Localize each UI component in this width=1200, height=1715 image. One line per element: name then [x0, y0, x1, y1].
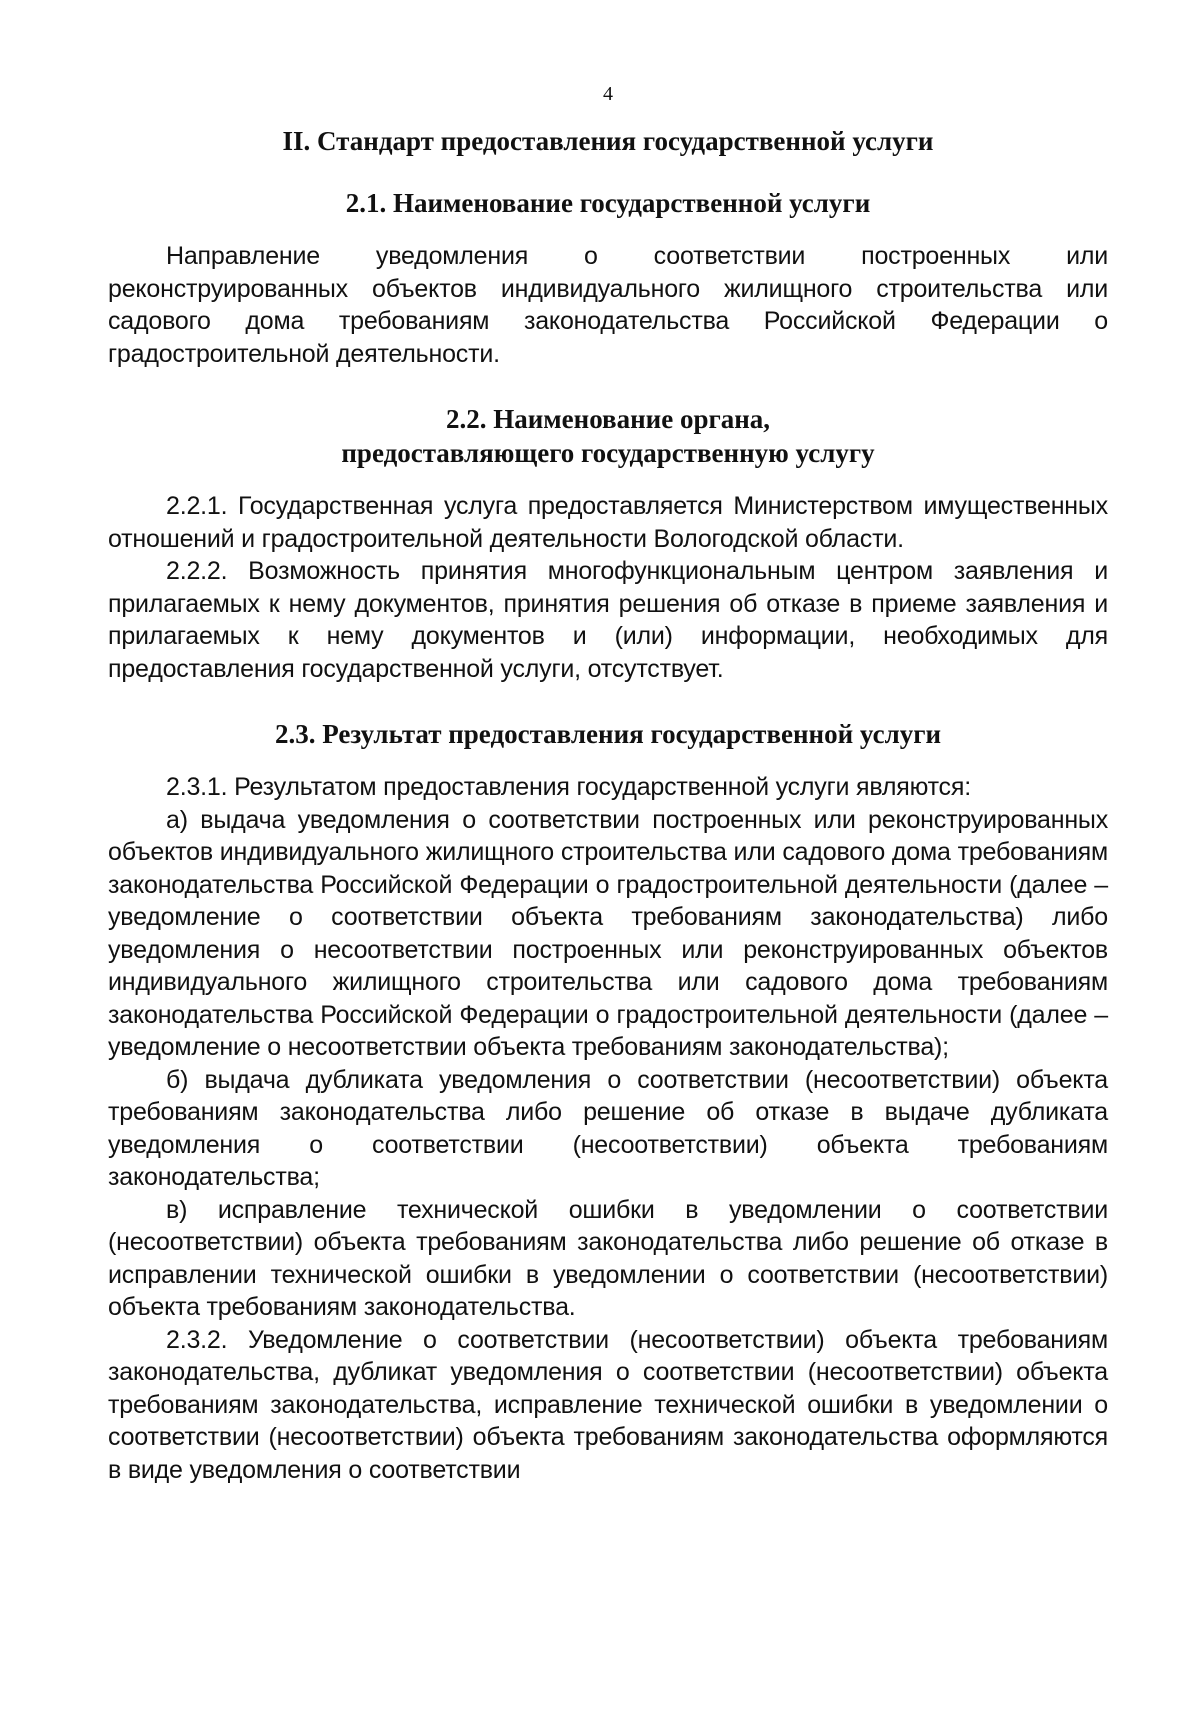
section-2-3 [108, 717, 1108, 1486]
section-2-2-heading-line1: 2.2. Наименование органа, [445, 404, 771, 434]
document-page [108, 82, 1108, 1486]
page-number: 4 [603, 83, 613, 105]
paragraph-2-3-1-v: в) исправление технической ошибки в уведомлении о соответствии (несоответствии) объекта требованиям законодательства либо решение об отказе в исправлении технической ошибки в уведомлении о соответствии (несоответствии) объекта требованиям законодательства. [108, 1195, 1108, 1321]
paragraph-2-3-2: 2.3.2. Уведомление о соответствии (несоответствии) объекта требованиям законодательства, дубликат уведомления о соответствии (несоответствии) объекта требованиям законодательства, исправление технической ошибки в уведомлении о соответствии (несоответствии) объекта требованиям законодательства оформляются в виде уведомления о соответствии [108, 1325, 1108, 1484]
paragraph-2-2-2: 2.2.2. Возможность принятия многофункциональным центром заявления и прилагаемых к нему документов, принятия решения об отказе в приеме заявления и прилагаемых к нему документов и (или) информации, необходимых для предоставления государственной услуги, отсутствует. [108, 557, 1108, 683]
paragraph-2-3-1: 2.3.1. Результатом предоставления государственной услуги являются: [166, 773, 971, 801]
section-2-2-heading [108, 402, 1108, 470]
section-2-2 [108, 402, 1108, 685]
section-title: II. Стандарт предоставления государственной услуги [282, 126, 934, 156]
paragraph-2-2-1: 2.2.1. Государственная услуга предоставляется Министерством имущественных отношений и градостроительной деятельности Вологодской области. [108, 492, 1108, 553]
section-2-2-heading-line2: предоставляющего государственную услугу [341, 438, 875, 468]
section-2-3-heading: 2.3. Результат предоставления государственной услуги [274, 719, 942, 749]
section-2-1 [108, 186, 1108, 370]
paragraph-2-3-1-a: а) выдача уведомления о соответствии построенных или реконструированных объектов индивидуального жилищного строительства или садового дома требованиям законодательства Российской Федерации о градостроительной деятельности (далее – уведомление о соответствии объекта требованиям законодательства) либо уведомления о несоответствии построенных или реконструированных объектов индивидуального жилищного строительства или садового дома требованиям законодательства Российской Федерации о градостроительной деятельности (далее – уведомление о несоответствии объекта требованиям законодательства); [108, 805, 1108, 1061]
paragraph-2-3-1-b: б) выдача дубликата уведомления о соответствии (несоответствии) объекта требованиям законодательства либо решение об отказе в выдаче дубликата уведомления о соответствии (несоответствии) объекта требованиям законодательства; [108, 1065, 1108, 1191]
section-2-1-heading: 2.1. Наименование государственной услуги [345, 188, 871, 218]
section-2-1-paragraph: Направление уведомления о соответствии построенных или реконструированных объектов индивидуального жилищного строительства или садового дома требованиям законодательства Российской Федерации о градостроительной деятельности. [108, 242, 1108, 368]
